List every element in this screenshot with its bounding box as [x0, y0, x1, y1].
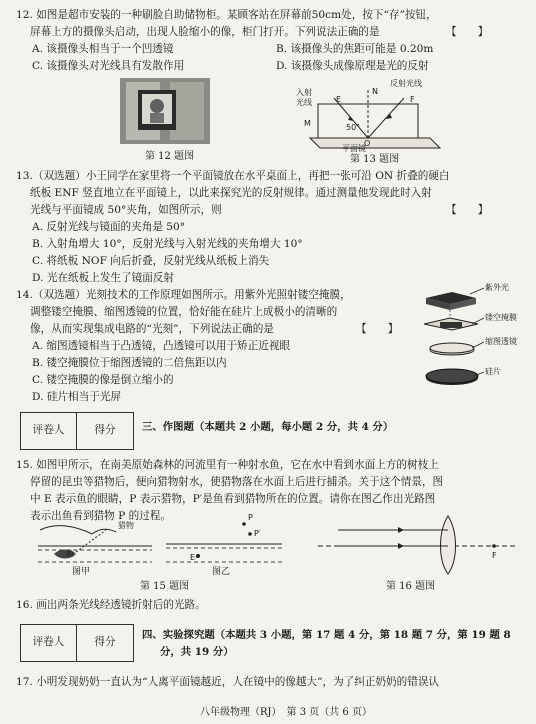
- q15-line3: 中 E 表示鱼的眼睛，P 表示猎物，P′是鱼看到猎物所在的位置。请你在图乙作出光路图: [30, 493, 436, 505]
- section3-title: 三、作图题（本题共 2 小题，每小题 2 分，共 4 分）: [142, 421, 394, 433]
- q16-text: 16. 画出两条光线经透镜折射后的光路。: [16, 599, 206, 611]
- q13-option-c: C. 将纸板 NOF 向后折叠，反射光线从纸板上消失: [32, 255, 270, 267]
- q13-option-d: D. 光在纸板上发生了镜面反射: [32, 272, 174, 284]
- fig15-caption: 第 15 题图: [140, 581, 190, 592]
- q15-line4: 表示出鱼看到猎物 P 的过程。: [30, 510, 171, 522]
- q13-line3: 光线与平面镜成 50°夹角，如图所示，则: [30, 204, 222, 216]
- fig15-jia-label: 图甲: [72, 567, 91, 577]
- q17-text: 17. 小明发现奶奶一直认为“人离平面镜越近，人在镜中的像越大”，为了纠正奶奶的错误认: [16, 676, 440, 688]
- q15-line2: 停留的昆虫等猎物后，便向猎物射水，使猎物落在水面上后进行捕杀。关于这个情景，图: [30, 476, 444, 488]
- q14-option-a: A. 缩图透镜相当于凸透镜，凸透镜可以用于矫正近视眼: [32, 340, 291, 352]
- fig13-n-label: N: [372, 87, 378, 96]
- q13-line1: 13.（双选题）小王同学在家里将一个平面镜放在水平桌面上，再把一张可沿 ON 折叠的硬白: [16, 170, 450, 182]
- fig14-mask-label: 镂空掩膜: [485, 313, 517, 322]
- q12-option-d: D. 该摄像头成像原理是光的反射: [276, 60, 429, 72]
- q12-line1: 12. 如图是超市安装的一种刷脸自助储物柜。某顾客站在屏幕前50cm处，按下“存”按钮，: [16, 9, 437, 21]
- locker-photo-image: [120, 78, 210, 144]
- section4-title-line2: 分，共 19 分）: [160, 646, 234, 658]
- q13-option-b: B. 入射角增大 10°，反射光线与入射光线的夹角增大 10°: [32, 238, 303, 250]
- fig15-fish-label: 鱼: [66, 549, 74, 558]
- q14-option-c: C. 镂空掩膜的像是倒立缩小的: [32, 374, 174, 386]
- q14-option-b: B. 镂空掩膜位于缩图透镜的二倍焦距以内: [32, 357, 227, 369]
- q12-option-a: A. 该摄像头相当于一个凹透镜: [32, 43, 174, 55]
- page-footer: 八年级物理（RJ） 第 3 页（共 6 页）: [200, 707, 372, 718]
- fig13-o-label: O: [364, 139, 371, 148]
- section3-score-box: [20, 412, 134, 450]
- grader-cell: 评卷人: [21, 413, 77, 449]
- fig15-yi-label: 图乙: [212, 567, 231, 577]
- fig15-jia-diagram: [36, 520, 154, 578]
- fig12-photo: [120, 78, 210, 144]
- q12-option-c: C. 该摄像头对光线具有发散作用: [32, 60, 185, 72]
- fig13-incident-label: 入射 光线: [296, 88, 312, 107]
- fig13-angle-label: 50°: [346, 123, 361, 132]
- fig16-diagram: [318, 512, 518, 578]
- fig14-wafer-label: 硅片: [485, 367, 501, 376]
- score-cell: 得分: [94, 636, 116, 649]
- q14-line2: 调整镂空掩膜、缩图透镜的位置，恰好能在硅片上成极小的清晰的: [30, 306, 338, 318]
- fig14-uv-label: 紫外光: [485, 283, 509, 292]
- fig16-f-label: F: [492, 551, 497, 560]
- q14-option-d: D. 硅片相当于光屏: [32, 391, 122, 403]
- section4-score-box: [20, 624, 134, 662]
- fig13-reflected-label: 反射光线: [390, 79, 422, 88]
- q13-option-a: A. 反射光线与镜面的夹角是 50°: [32, 221, 186, 233]
- fig12-caption: 第 12 题图: [145, 151, 195, 162]
- fig14-lens-label: 缩图透镜: [485, 337, 517, 346]
- q15-line1: 15. 如图甲所示，在南美原始森林的河流里有一种射水鱼，它在水中看到水面上方的树枝上: [16, 459, 439, 471]
- q13-line2: 纸板 ENF 竖直地立在平面镜上，以此来探究光的反射规律。通过测量他发现此时入射: [30, 187, 432, 199]
- section4-title-line1: 四、实验探究题（本题共 3 小题，第 17 题 4 分，第 18 题 7 分，第 19 题 8: [142, 629, 511, 641]
- q14-line3: 像，从而实现集成电路的“光刻”，下列说法正确的是: [30, 323, 274, 335]
- q12-line2: 屏幕上方的摄像头启动，出现人脸缩小的像，柜门打开。下列说法正确的是: [30, 26, 380, 38]
- fig15-e-label: E: [190, 553, 196, 562]
- fig15-prey-label: 猎物: [118, 521, 134, 530]
- fig13-m-label: M: [304, 119, 311, 128]
- q12-answer-bracket: 【 】: [446, 26, 489, 38]
- fig15-p-label: P: [248, 513, 253, 522]
- fig13-mirror-label: 平面镜: [342, 144, 366, 153]
- score-cell: 得分: [94, 424, 116, 437]
- q13-answer-bracket: 【 】: [446, 204, 489, 216]
- grader-cell: 评卷人: [21, 625, 77, 661]
- q14-line1: 14.（双选题）光刻技术的工作原理如图所示。用紫外光照射镂空掩膜，: [16, 289, 351, 301]
- fig13-caption: 第 13 题图: [350, 154, 400, 165]
- fig13-f-label: F: [410, 95, 415, 104]
- fig15-pprime-label: P′: [254, 529, 261, 538]
- q14-answer-bracket: 【 】: [356, 323, 399, 335]
- q12-option-b: B. 该摄像头的焦距可能是 0.20m: [276, 43, 434, 55]
- fig13-e-label: E: [336, 95, 342, 104]
- fig16-caption: 第 16 题图: [386, 581, 436, 592]
